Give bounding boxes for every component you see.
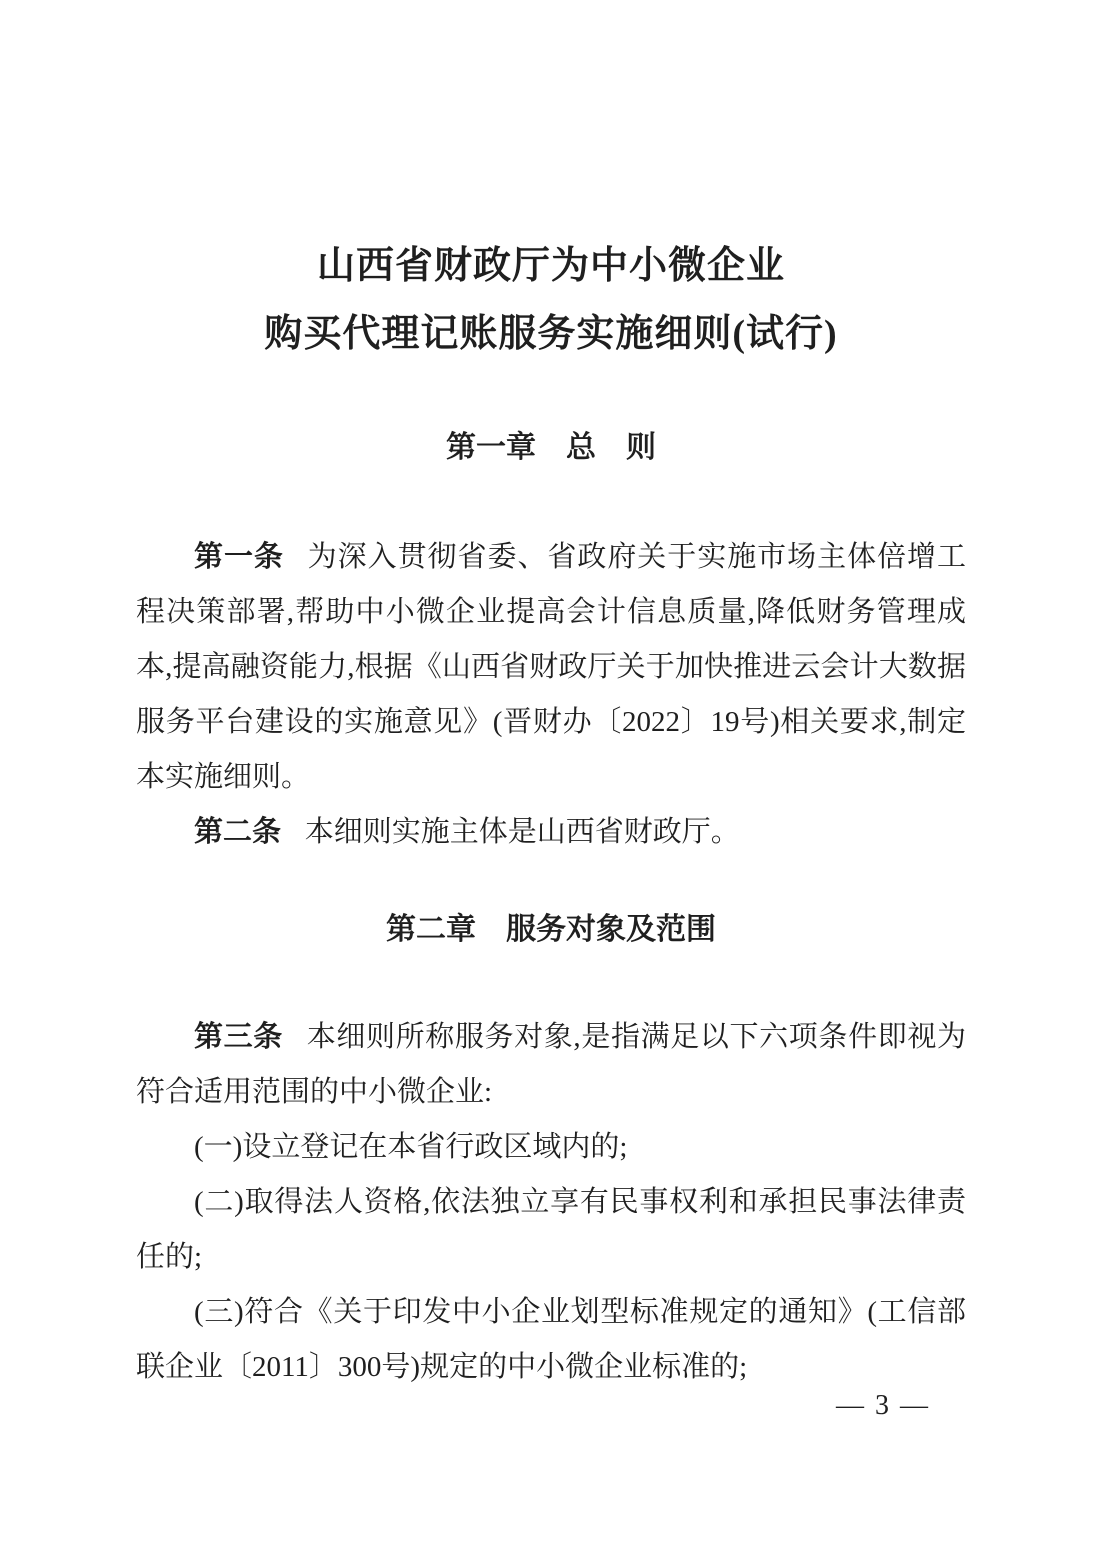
document-title [136, 232, 966, 368]
chapter-1-heading: 第一章 总 则 [446, 431, 656, 464]
article-3-item-1 [136, 1120, 966, 1175]
chapter-1-body [136, 530, 966, 860]
article-3-label: 第三条 [194, 1021, 283, 1053]
page-number: — 3 — [836, 1390, 930, 1421]
article-1-paragraph [136, 530, 966, 805]
article-3-paragraph [136, 1010, 966, 1120]
article-1-label: 第一条 [194, 541, 284, 573]
article-1-text: 为深入贯彻省委、省政府关于实施市场主体倍增工程决策部署,帮助中小微企业提高会计信息质量,降低财务管理成本,提高融资能力,根据《山西省财政厅关于加快推进云会计大数据服务平台建设的实施意见》(晋财办〔2022〕19号)相关要求,制定本实施细则。 [136, 541, 966, 793]
article-2-text: 本细则实施主体是山西省财政厅。 [304, 816, 740, 848]
article-3-item-2 [136, 1175, 966, 1285]
document-title-line-2: 购买代理记账服务实施细则(试行) [264, 313, 838, 355]
article-2-label: 第二条 [194, 816, 282, 848]
article-3-item-3-text: (三)符合《关于印发中小企业划型标准规定的通知》(工信部联企业〔2011〕300号)规定的中小微企业标准的; [136, 1296, 966, 1383]
article-3-item-3 [136, 1285, 966, 1395]
article-2-paragraph [136, 805, 966, 860]
chapter-2-body [136, 1010, 966, 1395]
document-title-line-1: 山西省财政厅为中小微企业 [316, 245, 785, 287]
article-3-text: 本细则所称服务对象,是指满足以下六项条件即视为符合适用范围的中小微企业: [136, 1021, 966, 1108]
article-3-item-2-text: (二)取得法人资格,依法独立享有民事权利和承担民事法律责任的; [136, 1186, 966, 1273]
chapter-2-heading: 第二章 服务对象及范围 [386, 913, 716, 946]
article-3-item-1-text: (一)设立登记在本省行政区域内的; [194, 1131, 628, 1163]
